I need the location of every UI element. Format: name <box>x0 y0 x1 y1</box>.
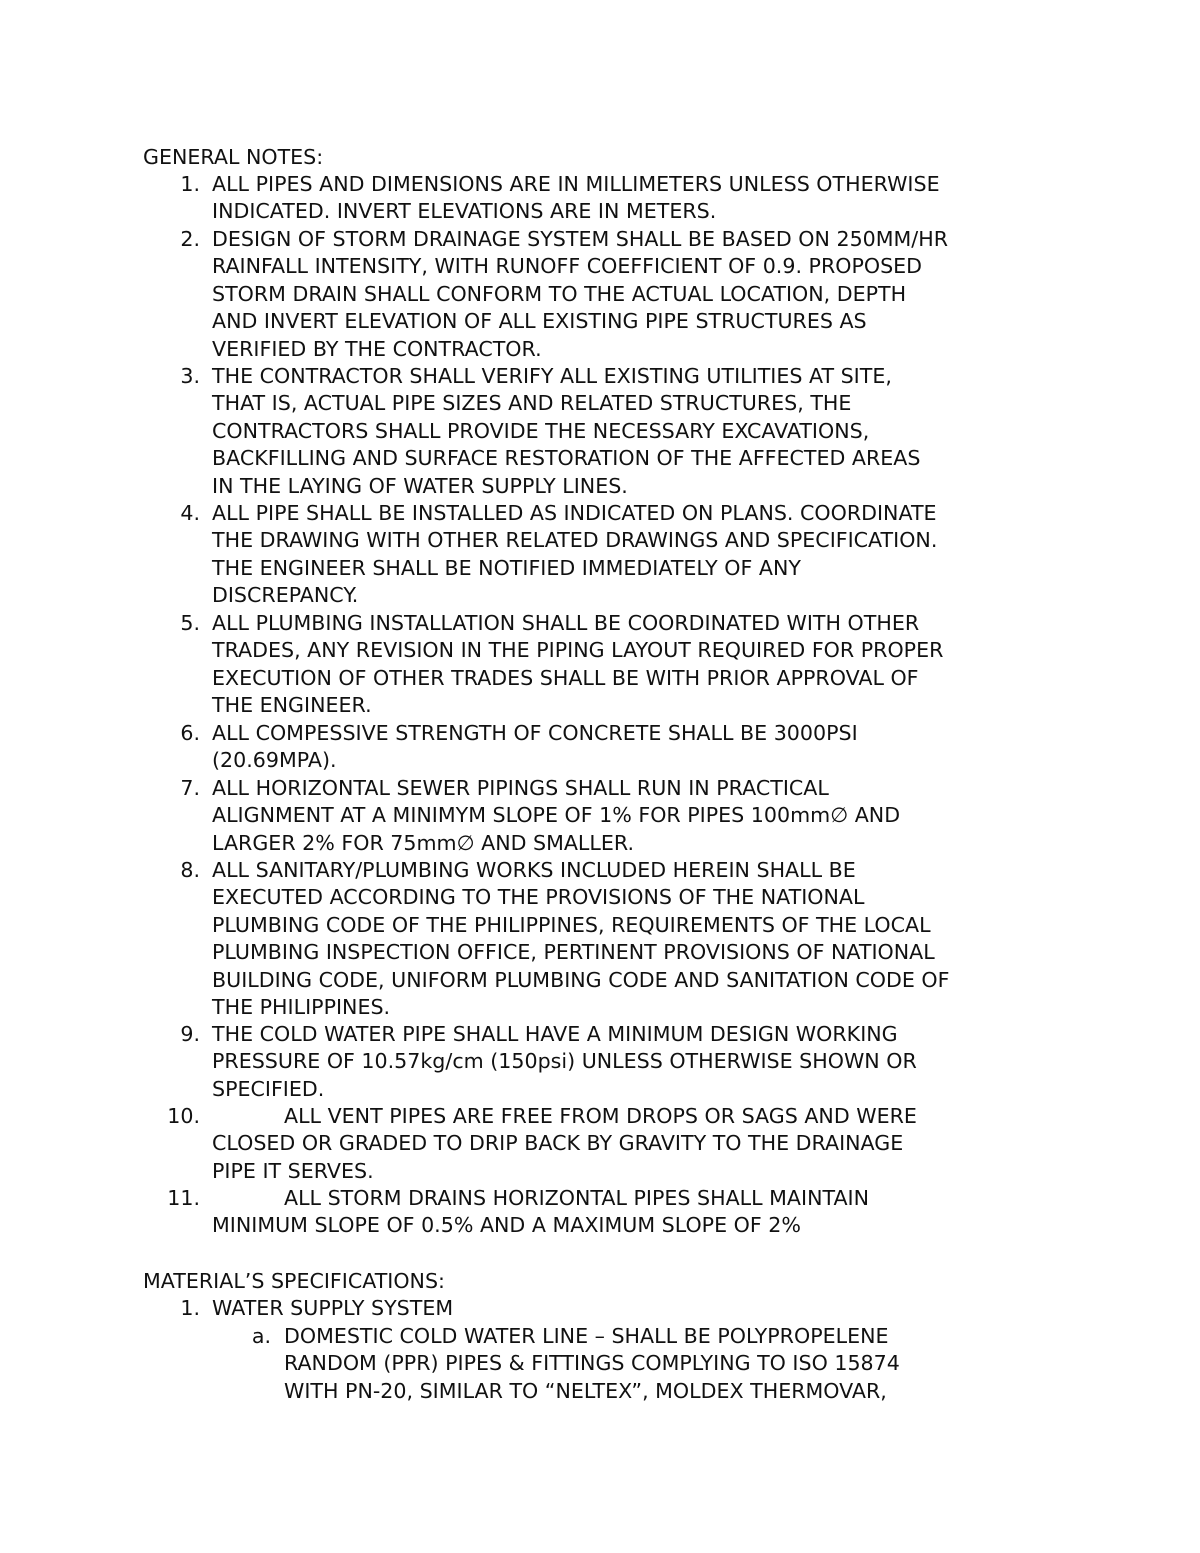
note-line: SPECIFIED. <box>212 1076 325 1101</box>
subitem-letter: a. <box>251 1324 271 1348</box>
note-number: 9. <box>180 1022 200 1046</box>
note-line: BUILDING CODE, UNIFORM PLUMBING CODE AND SANITATION CODE OF <box>212 967 950 992</box>
note-line: AND INVERT ELEVATION OF ALL EXISTING PIPE STRUCTURES AS <box>212 309 867 334</box>
note-line: ALL PLUMBING INSTALLATION SHALL BE COORDINATED WITH OTHER <box>212 611 920 635</box>
note-number: 10. <box>167 1104 200 1128</box>
note-number: 2. <box>180 227 200 251</box>
material-number: 1. <box>180 1296 200 1320</box>
note-line: LARGER 2% FOR 75mm∅ AND SMALLER. <box>212 830 635 855</box>
subitem-line: WITH PN-20, SIMILAR TO “NELTEX”, MOLDEX THERMOVAR, <box>284 1378 887 1403</box>
note-line: ALL HORIZONTAL SEWER PIPINGS SHALL RUN IN PRACTICAL <box>212 776 829 800</box>
note-line-wrap <box>212 1103 1112 1130</box>
note-number: 4. <box>180 501 200 525</box>
note-line: CLOSED OR GRADED TO DRIP BACK BY GRAVITY TO THE DRAINAGE <box>212 1131 904 1156</box>
note-line: (20.69MPA). <box>212 748 337 773</box>
note-line: EXECUTION OF OTHER TRADES SHALL BE WITH PRIOR APPROVAL OF <box>212 665 919 690</box>
note-line: THE PHILIPPINES. <box>212 995 391 1019</box>
note-line: ALL PIPE SHALL BE INSTALLED AS INDICATED ON PLANS. COORDINATE <box>212 501 937 525</box>
note-number: 8. <box>180 858 200 882</box>
note-line: VERIFIED BY THE CONTRACTOR. <box>212 336 542 361</box>
note-line: ALL STORM DRAINS HORIZONTAL PIPES SHALL MAINTAIN <box>284 1186 870 1210</box>
note-line: THE DRAWING WITH OTHER RELATED DRAWINGS AND SPECIFICATION. <box>212 528 938 553</box>
note-line: THE COLD WATER PIPE SHALL HAVE A MINIMUM DESIGN WORKING <box>212 1022 898 1046</box>
note-line: ALIGNMENT AT A MINIMYM SLOPE OF 1% FOR PIPES 100mm∅ AND <box>212 803 901 828</box>
note-line: ALL COMPESSIVE STRENGTH OF CONCRETE SHALL BE 3000PSI <box>212 721 858 745</box>
general-notes-title: GENERAL NOTES: <box>143 145 324 169</box>
note-line: THE ENGINEER SHALL BE NOTIFIED IMMEDIATELY OF ANY <box>212 555 801 580</box>
materials-title: MATERIAL’S SPECIFICATIONS: <box>143 1269 445 1293</box>
note-line: EXECUTED ACCORDING TO THE PROVISIONS OF THE NATIONAL <box>212 885 865 910</box>
note-line: CONTRACTORS SHALL PROVIDE THE NECESSARY EXCAVATIONS, <box>212 418 870 443</box>
note-line: THAT IS, ACTUAL PIPE SIZES AND RELATED STRUCTURES, THE <box>212 391 852 416</box>
subitem-line: RANDOM (PPR) PIPES & FITTINGS COMPLYING TO ISO 15874 <box>284 1351 900 1376</box>
note-number: 7. <box>180 776 200 800</box>
note-number: 6. <box>180 721 200 745</box>
subitem-line: DOMESTIC COLD WATER LINE – SHALL BE POLYPROPELENE <box>284 1324 889 1348</box>
note-line: PLUMBING CODE OF THE PHILIPPINES, REQUIREMENTS OF THE LOCAL <box>212 912 931 937</box>
note-line: ALL PIPES AND DIMENSIONS ARE IN MILLIMETERS UNLESS OTHERWISE <box>212 172 940 196</box>
note-line: PRESSURE OF 10.57kg/cm (150psi) UNLESS OTHERWISE SHOWN OR <box>212 1049 917 1074</box>
material-label: WATER SUPPLY SYSTEM <box>212 1296 454 1320</box>
note-line: IN THE LAYING OF WATER SUPPLY LINES. <box>212 473 628 498</box>
note-line: THE CONTRACTOR SHALL VERIFY ALL EXISTING UTILITIES AT SITE, <box>212 364 892 388</box>
note-line: PIPE IT SERVES. <box>212 1158 374 1183</box>
note-line: DISCREPANCY. <box>212 583 359 608</box>
note-number: 5. <box>180 611 200 635</box>
note-line-wrap <box>212 1185 1112 1212</box>
note-line: PLUMBING INSPECTION OFFICE, PERTINENT PROVISIONS OF NATIONAL <box>212 940 935 965</box>
note-number: 3. <box>180 364 200 388</box>
note-line: INDICATED. INVERT ELEVATIONS ARE IN METERS. <box>212 199 717 224</box>
note-number: 11. <box>167 1186 200 1210</box>
note-line: BACKFILLING AND SURFACE RESTORATION OF THE AFFECTED AREAS <box>212 446 921 471</box>
note-number: 1. <box>180 172 200 196</box>
note-line: MINIMUM SLOPE OF 0.5% AND A MAXIMUM SLOPE OF 2% <box>212 1213 801 1238</box>
note-line: ALL SANITARY/PLUMBING WORKS INCLUDED HEREIN SHALL BE <box>212 858 856 882</box>
note-line: ALL VENT PIPES ARE FREE FROM DROPS OR SAGS AND WERE <box>284 1104 917 1128</box>
note-line: DESIGN OF STORM DRAINAGE SYSTEM SHALL BE BASED ON 250MM/HR <box>212 227 949 251</box>
note-line: RAINFALL INTENSITY, WITH RUNOFF COEFFICIENT OF 0.9. PROPOSED <box>212 254 923 279</box>
note-line: TRADES, ANY REVISION IN THE PIPING LAYOUT REQUIRED FOR PROPER <box>212 638 944 663</box>
note-line: STORM DRAIN SHALL CONFORM TO THE ACTUAL LOCATION, DEPTH <box>212 281 907 306</box>
note-line: THE ENGINEER. <box>212 693 372 718</box>
